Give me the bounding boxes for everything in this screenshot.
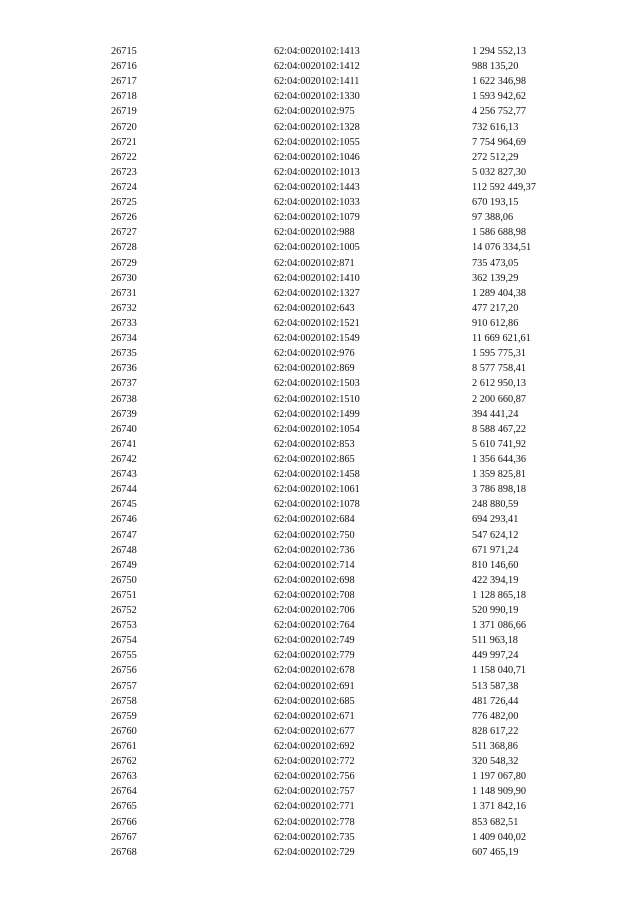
- table-row: [0, 376, 640, 391]
- cadastral-value: 810 146,60: [472, 559, 519, 571]
- row-number: 26764: [111, 786, 137, 798]
- row-number: 26727: [111, 227, 137, 239]
- row-number: 26725: [111, 197, 137, 209]
- table-row: [0, 739, 640, 754]
- cadastral-number: 62:04:0020102:988: [274, 227, 355, 239]
- table-row: [0, 694, 640, 709]
- cadastral-value: 1 158 040,71: [472, 665, 527, 677]
- table-row: [0, 135, 640, 150]
- row-number: 26717: [111, 76, 137, 88]
- table-row: [0, 150, 640, 165]
- cadastral-number: 62:04:0020102:708: [274, 589, 355, 601]
- cadastral-number: 62:04:0020102:1410: [274, 272, 360, 284]
- table-row: [0, 558, 640, 573]
- cadastral-number: 62:04:0020102:1033: [274, 197, 360, 209]
- cadastral-value: 8 588 467,22: [472, 423, 527, 435]
- cadastral-value: 4 256 752,77: [472, 106, 527, 118]
- table-row: [0, 392, 640, 407]
- row-number: 26734: [111, 333, 137, 345]
- cadastral-value: 1 197 067,80: [472, 771, 527, 783]
- table-row: [0, 286, 640, 301]
- cadastral-value: 513 587,38: [472, 680, 519, 692]
- cadastral-value: 1 289 404,38: [472, 287, 527, 299]
- row-number: 26735: [111, 348, 137, 360]
- row-number: 26716: [111, 61, 137, 73]
- row-number: 26715: [111, 46, 137, 57]
- row-number: 26760: [111, 725, 137, 737]
- table-row: [0, 271, 640, 286]
- row-number: 26730: [111, 272, 137, 284]
- cadastral-value: 520 990,19: [472, 605, 519, 617]
- row-number: 26746: [111, 514, 137, 526]
- cadastral-value: 671 971,24: [472, 544, 519, 556]
- cadastral-number: 62:04:0020102:778: [274, 816, 355, 828]
- cadastral-number: 62:04:0020102:853: [274, 438, 355, 450]
- table-row: [0, 195, 640, 210]
- cadastral-number: 62:04:0020102:736: [274, 544, 355, 556]
- table-row: [0, 89, 640, 104]
- cadastral-number: 62:04:0020102:757: [274, 786, 355, 798]
- cadastral-value: 320 548,32: [472, 756, 519, 768]
- table-row: [0, 679, 640, 694]
- row-number: 26757: [111, 680, 137, 692]
- row-number: 26758: [111, 695, 137, 707]
- cadastral-number: 62:04:0020102:671: [274, 710, 355, 722]
- cadastral-number: 62:04:0020102:1413: [274, 46, 360, 57]
- table-row: [0, 724, 640, 739]
- row-number: 26755: [111, 650, 137, 662]
- row-number: 26736: [111, 363, 137, 375]
- table-row: [0, 437, 640, 452]
- table-row: [0, 346, 640, 361]
- table-row: [0, 180, 640, 195]
- row-number: 26732: [111, 302, 137, 314]
- cadastral-value: 1 359 825,81: [472, 469, 527, 481]
- row-number: 26745: [111, 499, 137, 511]
- cadastral-number: 62:04:0020102:779: [274, 650, 355, 662]
- cadastral-value: 422 394,19: [472, 574, 519, 586]
- row-number: 26731: [111, 287, 137, 299]
- row-number: 26767: [111, 831, 137, 843]
- row-number: 26720: [111, 121, 137, 133]
- cadastral-value: 14 076 334,51: [472, 242, 532, 254]
- cadastral-value: 7 754 964,69: [472, 136, 527, 148]
- row-number: 26733: [111, 317, 137, 329]
- table-row: [0, 301, 640, 316]
- table-row: [0, 588, 640, 603]
- cadastral-number: 62:04:0020102:1330: [274, 91, 360, 103]
- cadastral-value: 1 148 909,90: [472, 786, 527, 798]
- table-row: [0, 769, 640, 784]
- cadastral-number: 62:04:0020102:1328: [274, 121, 360, 133]
- table-row: [0, 815, 640, 830]
- row-number: 26740: [111, 423, 137, 435]
- table-row: [0, 603, 640, 618]
- row-number: 26756: [111, 665, 137, 677]
- table-row: [0, 104, 640, 119]
- cadastral-value: 5 610 741,92: [472, 438, 527, 450]
- cadastral-value: 5 032 827,30: [472, 166, 527, 178]
- cadastral-value: 449 997,24: [472, 650, 519, 662]
- cadastral-number: 62:04:0020102:976: [274, 348, 355, 360]
- table-row: [0, 799, 640, 814]
- row-number: 26750: [111, 574, 137, 586]
- cadastral-number: 62:04:0020102:729: [274, 846, 355, 858]
- row-number: 26726: [111, 212, 137, 224]
- cadastral-value: 670 193,15: [472, 197, 519, 209]
- cadastral-value: 776 482,00: [472, 710, 519, 722]
- cadastral-value: 1 128 865,18: [472, 589, 527, 601]
- row-number: 26766: [111, 816, 137, 828]
- table-row: [0, 633, 640, 648]
- table-row: [0, 482, 640, 497]
- table-row: [0, 830, 640, 845]
- cadastral-value: 97 388,06: [472, 212, 514, 224]
- cadastral-value: 694 293,41: [472, 514, 519, 526]
- row-number: 26759: [111, 710, 137, 722]
- table-row: [0, 74, 640, 89]
- cadastral-value: 1 409 040,02: [472, 831, 527, 843]
- cadastral-number: 62:04:0020102:756: [274, 771, 355, 783]
- table-row: [0, 845, 640, 860]
- table-row: [0, 422, 640, 437]
- row-number: 26724: [111, 181, 137, 193]
- cadastral-value: 477 217,20: [472, 302, 519, 314]
- table-row: [0, 120, 640, 135]
- cadastral-value: 607 465,19: [472, 846, 519, 858]
- cadastral-number: 62:04:0020102:1411: [274, 76, 360, 88]
- cadastral-value: 828 617,22: [472, 725, 519, 737]
- cadastral-number: 62:04:0020102:698: [274, 574, 355, 586]
- row-number: 26751: [111, 589, 137, 601]
- table-row: [0, 618, 640, 633]
- cadastral-value: 853 682,51: [472, 816, 519, 828]
- row-number: 26749: [111, 559, 137, 571]
- cadastral-value: 1 595 775,31: [472, 348, 527, 360]
- table-row: [0, 256, 640, 271]
- table-row: [0, 543, 640, 558]
- table-row: [0, 165, 640, 180]
- row-number: 26728: [111, 242, 137, 254]
- table-row: [0, 573, 640, 588]
- cadastral-value: 988 135,20: [472, 61, 519, 73]
- cadastral-number: 62:04:0020102:1054: [274, 423, 360, 435]
- cadastral-value: 547 624,12: [472, 529, 519, 541]
- table-row: [0, 709, 640, 724]
- table-row: [0, 497, 640, 512]
- cadastral-value: 732 616,13: [472, 121, 519, 133]
- cadastral-number: 62:04:0020102:869: [274, 363, 355, 375]
- row-number: 26742: [111, 453, 137, 465]
- cadastral-value: 1 622 346,98: [472, 76, 527, 88]
- cadastral-value: 481 726,44: [472, 695, 519, 707]
- cadastral-number: 62:04:0020102:764: [274, 620, 355, 632]
- cadastral-value: 3 786 898,18: [472, 484, 527, 496]
- table-row: [0, 331, 640, 346]
- row-number: 26754: [111, 635, 137, 647]
- cadastral-number: 62:04:0020102:1510: [274, 393, 360, 405]
- row-number: 26763: [111, 771, 137, 783]
- table-row: [0, 59, 640, 74]
- row-number: 26765: [111, 801, 137, 813]
- cadastral-number: 62:04:0020102:735: [274, 831, 355, 843]
- cadastral-value: 1 593 942,62: [472, 91, 527, 103]
- cadastral-number: 62:04:0020102:1327: [274, 287, 360, 299]
- cadastral-value: 511 963,18: [472, 635, 518, 647]
- cadastral-value: 1 586 688,98: [472, 227, 527, 239]
- cadastral-number: 62:04:0020102:1412: [274, 61, 360, 73]
- cadastral-number: 62:04:0020102:1458: [274, 469, 360, 481]
- cadastral-number: 62:04:0020102:643: [274, 302, 355, 314]
- cadastral-value: 1 356 644,36: [472, 453, 527, 465]
- cadastral-number: 62:04:0020102:692: [274, 741, 355, 753]
- row-number: 26739: [111, 408, 137, 420]
- table-row: [0, 225, 640, 240]
- cadastral-value: 735 473,05: [472, 257, 519, 269]
- row-number: 26752: [111, 605, 137, 617]
- cadastral-number: 62:04:0020102:975: [274, 106, 355, 118]
- cadastral-value: 1 371 842,16: [472, 801, 527, 813]
- cadastral-value: 1 371 086,66: [472, 620, 527, 632]
- cadastral-value: 272 512,29: [472, 151, 519, 163]
- cadastral-value: 1 294 552,13: [472, 46, 527, 57]
- cadastral-number: 62:04:0020102:714: [274, 559, 355, 571]
- cadastral-number: 62:04:0020102:771: [274, 801, 355, 813]
- cadastral-value: 248 880,59: [472, 499, 519, 511]
- cadastral-number: 62:04:0020102:772: [274, 756, 355, 768]
- cadastral-number: 62:04:0020102:750: [274, 529, 355, 541]
- row-number: 26729: [111, 257, 137, 269]
- cadastral-number: 62:04:0020102:1005: [274, 242, 360, 254]
- table-row: [0, 452, 640, 467]
- table-row: [0, 467, 640, 482]
- row-number: 26748: [111, 544, 137, 556]
- cadastral-number: 62:04:0020102:678: [274, 665, 355, 677]
- cadastral-number: 62:04:0020102:749: [274, 635, 355, 647]
- row-number: 26743: [111, 469, 137, 481]
- cadastral-number: 62:04:0020102:691: [274, 680, 355, 692]
- cadastral-number: 62:04:0020102:1013: [274, 166, 360, 178]
- cadastral-number: 62:04:0020102:1443: [274, 181, 360, 193]
- row-number: 26741: [111, 438, 137, 450]
- cadastral-number: 62:04:0020102:1549: [274, 333, 360, 345]
- row-number: 26721: [111, 136, 137, 148]
- row-number: 26722: [111, 151, 137, 163]
- cadastral-number: 62:04:0020102:1079: [274, 212, 360, 224]
- cadastral-number: 62:04:0020102:677: [274, 725, 355, 737]
- table-row: [0, 44, 640, 59]
- table-row: [0, 663, 640, 678]
- cadastral-number: 62:04:0020102:1046: [274, 151, 360, 163]
- row-number: 26738: [111, 393, 137, 405]
- cadastral-value: 362 139,29: [472, 272, 519, 284]
- cadastral-value: 112 592 449,37: [472, 181, 536, 193]
- cadastral-number: 62:04:0020102:1521: [274, 317, 360, 329]
- table-row: [0, 754, 640, 769]
- cadastral-value: 8 577 758,41: [472, 363, 527, 375]
- table-row: [0, 361, 640, 376]
- table-row: [0, 528, 640, 543]
- table-row: [0, 210, 640, 225]
- row-number: 26737: [111, 378, 137, 390]
- data-table: [0, 44, 640, 860]
- table-row: [0, 648, 640, 663]
- row-number: 26762: [111, 756, 137, 768]
- cadastral-number: 62:04:0020102:706: [274, 605, 355, 617]
- cadastral-number: 62:04:0020102:1499: [274, 408, 360, 420]
- cadastral-number: 62:04:0020102:871: [274, 257, 355, 269]
- cadastral-value: 2 612 950,13: [472, 378, 527, 390]
- row-number: 26718: [111, 91, 137, 103]
- table-row: [0, 316, 640, 331]
- cadastral-number: 62:04:0020102:1503: [274, 378, 360, 390]
- row-number: 26719: [111, 106, 137, 118]
- row-number: 26723: [111, 166, 137, 178]
- table-row: [0, 784, 640, 799]
- row-number: 26753: [111, 620, 137, 632]
- row-number: 26747: [111, 529, 137, 541]
- table-row: [0, 512, 640, 527]
- cadastral-number: 62:04:0020102:684: [274, 514, 355, 526]
- cadastral-value: 511 368,86: [472, 741, 518, 753]
- table-row: [0, 407, 640, 422]
- table-row: [0, 240, 640, 255]
- cadastral-value: 394 441,24: [472, 408, 519, 420]
- row-number: 26768: [111, 846, 137, 858]
- cadastral-number: 62:04:0020102:865: [274, 453, 355, 465]
- cadastral-value: 11 669 621,61: [472, 333, 531, 345]
- cadastral-number: 62:04:0020102:1055: [274, 136, 360, 148]
- row-number: 26761: [111, 741, 137, 753]
- cadastral-value: 910 612,86: [472, 317, 519, 329]
- cadastral-number: 62:04:0020102:1061: [274, 484, 360, 496]
- cadastral-number: 62:04:0020102:685: [274, 695, 355, 707]
- cadastral-number: 62:04:0020102:1078: [274, 499, 360, 511]
- cadastral-value: 2 200 660,87: [472, 393, 527, 405]
- row-number: 26744: [111, 484, 137, 496]
